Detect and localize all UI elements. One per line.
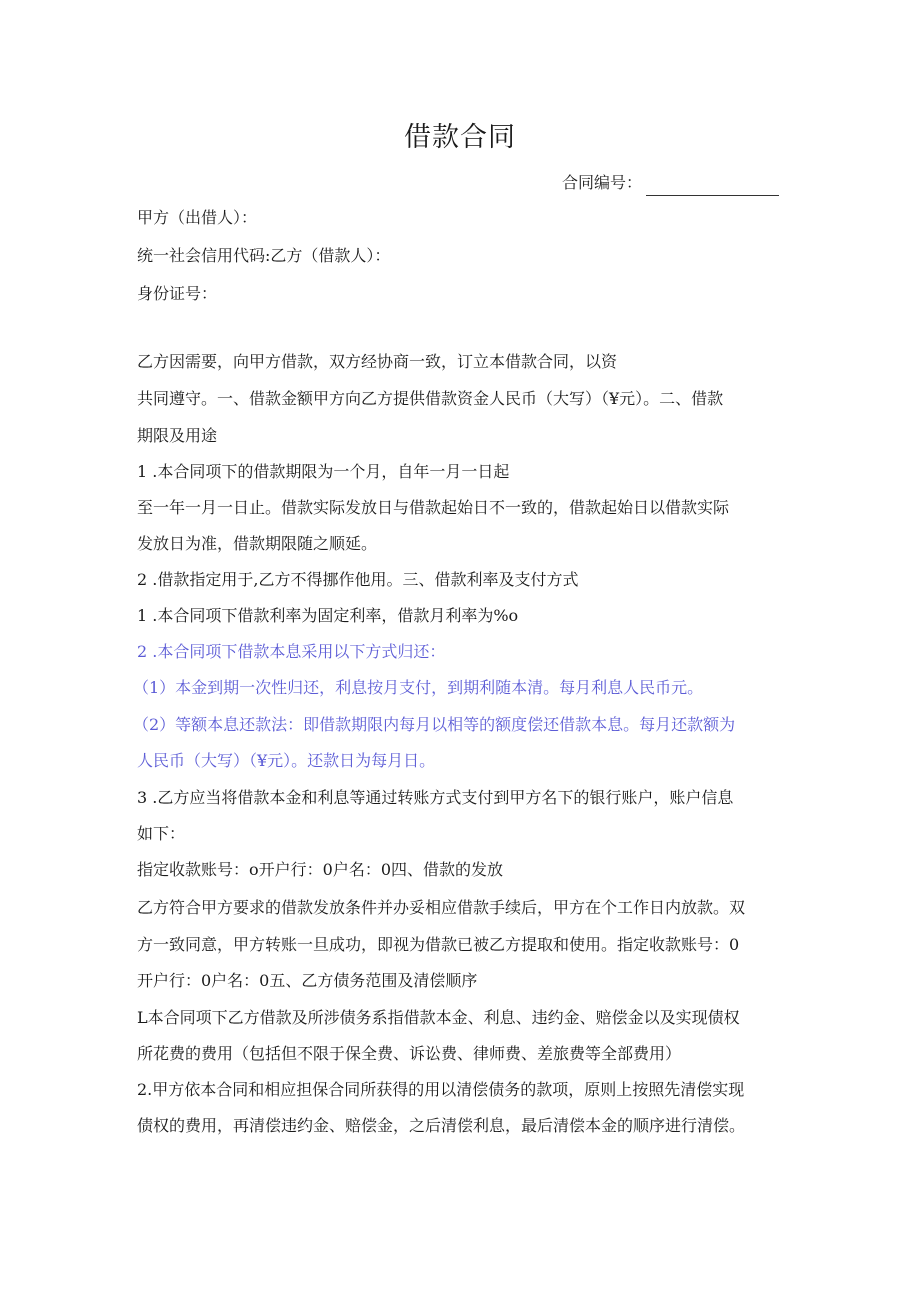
contract-number-blank: [646, 177, 779, 196]
party-a-line: 甲方（出借人）：: [137, 208, 258, 227]
paragraph-line: 2.甲方依本合同和相应担保合同所获得的用以清偿债务的款项，原则上按照先清偿实现: [137, 1080, 745, 1099]
paragraph-line: 3 .乙方应当将借款本金和利息等通过转账方式支付到甲方名下的银行账户，账户信息: [137, 788, 734, 807]
highlighted-line: （2）等额本息还款法：即借款期限内每月以相等的额度偿还借款本息。每月还款额为: [133, 715, 736, 734]
paragraph-line: 2 .借款指定用于,乙方不得挪作他用。三、借款利率及支付方式: [137, 570, 579, 589]
highlighted-line: 人民币（大写）（¥元）。还款日为每月日。: [137, 751, 436, 770]
highlighted-line: （1）本金到期一次性归还，利息按月支付，到期利随本清。每月利息人民币元。: [133, 678, 704, 697]
paragraph-line: 乙方因需要，向甲方借款，双方经协商一致，订立本借款合同，以资: [137, 352, 618, 371]
id-number-line: 身份证号：: [137, 284, 218, 303]
paragraph-line: 至一年一月一日止。借款实际发放日与借款起始日不一致的，借款起始日以借款实际: [137, 498, 730, 517]
paragraph-line: 如下：: [137, 824, 186, 843]
highlighted-line: 2 .本合同项下借款本息采用以下方式归还：: [137, 642, 446, 661]
paragraph-line: 期限及用途: [137, 426, 218, 445]
paragraph-line: L本合同项下乙方借款及所涉债务系指借款本金、利息、违约金、赔偿金以及实现债权: [137, 1008, 740, 1027]
credit-code-line: 统一社会信用代码:乙方（借款人）：: [137, 246, 391, 265]
paragraph-line: 乙方符合甲方要求的借款发放条件并办妥相应借款手续后，甲方在个工作日内放款。双: [137, 898, 746, 917]
paragraph-line: 1 .本合同项下借款利率为固定利率，借款月利率为%o: [137, 606, 519, 625]
paragraph-line: 指定收款账号：o开户行：0户名：0四、借款的发放: [137, 860, 503, 879]
paragraph-line: 所花费的费用（包括但不限于保全费、诉讼费、律师费、差旅费等全部费用）: [137, 1044, 682, 1063]
document-title: 借款合同: [404, 122, 516, 153]
paragraph-line: 债权的费用，再清偿违约金、赔偿金，之后清偿利息，最后清偿本金的顺序进行清偿。: [137, 1116, 746, 1135]
paragraph-line: 开户行：0户名：0五、乙方债务范围及清偿顺序: [137, 971, 478, 990]
paragraph-line: 1 .本合同项下的借款期限为一个月，自年一月一日起: [137, 462, 510, 481]
contract-number-field: [562, 170, 779, 196]
contract-number-label: 合同编号：: [562, 173, 643, 192]
paragraph-line: 发放日为准，借款期限随之顺延。: [137, 534, 378, 553]
paragraph-line: 共同遵守。一、借款金额甲方向乙方提供借款资金人民币（大写）（¥元）。二、借款: [137, 389, 724, 408]
paragraph-line: 方一致同意，甲方转账一旦成功，即视为借款已被乙方提取和使用。指定收款账号：0: [137, 935, 740, 954]
